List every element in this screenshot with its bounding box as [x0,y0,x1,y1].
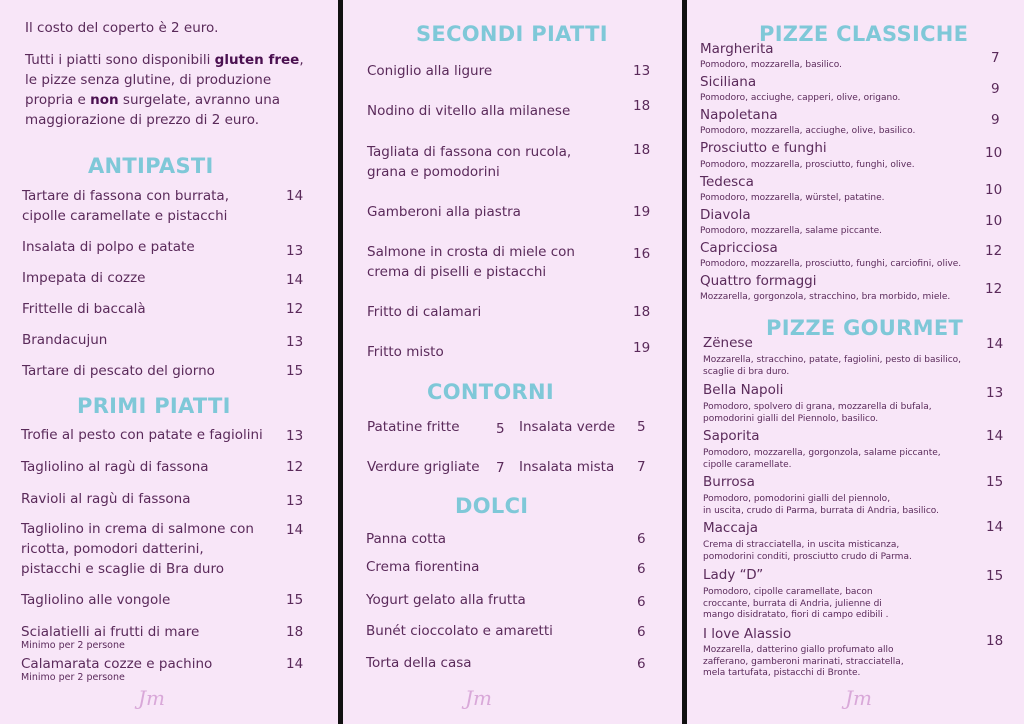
pizza-description: Mozzarella, stracchino, patate, fagiolini, pesto di basilico, scaglie di bra duro. [703,355,962,377]
section-title-contorni: CONTORNI [427,380,554,404]
item-price: 13 [633,63,651,79]
item-note: Minimo per 2 persone [21,672,125,683]
menu-item: Calamarata cozze e pachino [21,656,213,672]
menu-item: Insalata mista [519,459,615,475]
item-price: 14 [286,272,304,288]
section-title-secondi: SECONDI PIATTI [416,22,608,46]
section-title-primi: PRIMI PIATTI [77,394,231,418]
pizza-name: Napoletana [700,107,778,123]
item-price: 5 [496,421,505,437]
menu-item: Scialatielli ai frutti di mare [21,624,200,640]
pizza-description: Pomodoro, mozzarella, würstel, patatine. [700,193,885,203]
pizza-description: Pomodoro, pomodorini gialli del piennolo, in uscita, crudo di Parma, burrata di Andria, basilico. [703,494,940,516]
item-price: 10 [985,213,1003,229]
menu-item: Tagliolino alle vongole [21,592,171,608]
menu-item: Tagliolino in crema di salmone con ricotta, pomodori datterini, pistacchi e scaglie di Bra duro [21,521,254,577]
item-price: 13 [286,243,304,259]
item-price: 10 [985,182,1003,198]
item-price: 14 [986,428,1004,444]
gluten-free-note-line: le pizze senza glutine, di produzione [25,72,272,88]
pizza-description: Pomodoro, acciughe, capperi, olive, origano. [700,93,901,103]
item-price: 15 [286,363,304,379]
menu-item: Tartare di pescato del giorno [22,363,215,379]
menu-item: Panna cotta [366,531,447,547]
menu-item: Impepata di cozze [22,270,146,286]
menu-item: Bunét cioccolato e amaretti [366,623,553,639]
menu-item: Salmone in crosta di miele con crema di piselli e pistacchi [367,244,575,280]
item-price: 18 [286,624,304,640]
item-price: 16 [633,246,651,262]
item-price: 5 [637,419,646,435]
menu-item: Ravioli al ragù di fassona [21,491,191,507]
item-price: 6 [637,624,646,640]
item-price: 12 [985,243,1003,259]
pizza-name: Siciliana [700,74,757,90]
pizza-description: Pomodoro, mozzarella, prosciutto, funghi, carciofini, olive. [700,259,962,269]
menu-item: Yogurt gelato alla frutta [366,592,526,608]
menu-item: Insalata di polpo e patate [22,239,195,255]
section-title-antipasti: ANTIPASTI [88,154,214,178]
item-price: 15 [986,568,1004,584]
pizza-name: Bella Napoli [703,382,784,398]
item-price: 13 [286,428,304,444]
item-price: 14 [986,519,1004,535]
item-price: 15 [286,592,304,608]
gluten-free-note-line: maggiorazione di prezzo di 2 euro. [25,112,260,128]
item-price: 13 [286,493,304,509]
menu-item: Coniglio alla ligure [367,63,493,79]
pizza-name: Maccaja [703,520,759,536]
item-price: 6 [637,531,646,547]
item-price: 14 [286,522,304,538]
item-price: 10 [985,145,1003,161]
menu-item: Tagliolino al ragù di fassona [21,459,209,475]
menu-item: Frittelle di baccalà [22,301,146,317]
item-note: Minimo per 2 persone [21,640,125,651]
pizza-description: Pomodoro, mozzarella, basilico. [700,60,842,70]
item-price: 6 [637,594,646,610]
pizza-description: Pomodoro, mozzarella, acciughe, olive, basilico. [700,126,916,136]
section-title-dolci: DOLCI [455,494,529,518]
item-price: 18 [633,142,651,158]
item-price: 6 [637,656,646,672]
menu-item: Patatine fritte [367,419,460,435]
item-price: 12 [286,459,304,475]
column-divider [682,0,687,724]
pizza-name: Saporita [703,428,760,444]
pizza-description: Pomodoro, mozzarella, prosciutto, funghi, olive. [700,160,915,170]
pizza-name: Tedesca [700,174,754,190]
item-price: 18 [986,633,1004,649]
item-price: 19 [633,204,651,220]
menu-item: Fritto misto [367,344,444,360]
item-price: 18 [633,98,651,114]
pizza-name: Lady “D” [703,567,764,583]
section-title-pizze-gourmet: PIZZE GOURMET [766,316,964,340]
menu-item: Tartare di fassona con burrata, cipolle caramellate e pistacchi [22,188,229,224]
item-price: 12 [985,281,1003,297]
menu-item: Torta della casa [366,655,472,671]
menu-item: Crema fiorentina [366,559,480,575]
pizza-description: Pomodoro, cipolle caramellate, bacon croccante, burrata di Andria, julienne di mango disidratato, fiori di campo edibili . [703,587,889,620]
item-price: 6 [637,561,646,577]
pizza-name: Capricciosa [700,240,778,256]
logo: Jm [465,686,492,710]
item-price: 14 [986,336,1004,352]
item-price: 7 [637,459,646,475]
pizza-name: Burrosa [703,474,755,490]
menu-item: Gamberoni alla piastra [367,204,521,220]
menu-item: Verdure grigliate [367,459,480,475]
logo: Jm [845,686,872,710]
gluten-free-note-line: propria e non surgelate, avranno una [25,92,281,108]
pizza-name: Zënese [703,335,753,351]
item-price: 9 [991,81,1000,97]
item-price: 13 [286,334,304,350]
menu-item: Fritto di calamari [367,304,482,320]
gluten-free-note: Tutti i piatti sono disponibili gluten free, [25,52,304,68]
item-price: 7 [496,460,505,476]
logo: Jm [138,686,165,710]
pizza-description: Pomodoro, spolvero di grana, mozzarella di bufala, pomodorini gialli del Piennolo, basilico. [703,402,932,424]
item-price: 14 [286,656,304,672]
pizza-name: Margherita [700,41,774,57]
item-price: 9 [991,112,1000,128]
menu-item: Trofie al pesto con patate e fagiolini [21,427,263,443]
pizza-description: Pomodoro, mozzarella, gorgonzola, salame piccante, cipolle caramellate. [703,448,941,470]
item-price: 12 [286,301,304,317]
pizza-description: Crema di stracciatella, in uscita misticanza, pomodorini conditi, prosciutto crudo di Parma. [703,540,912,562]
pizza-description: Mozzarella, gorgonzola, stracchino, bra morbido, miele. [700,292,951,302]
item-price: 13 [986,385,1004,401]
pizza-description: Pomodoro, mozzarella, salame piccante. [700,226,882,236]
item-price: 7 [991,50,1000,66]
pizza-name: Prosciutto e funghi [700,140,827,156]
column-divider [338,0,343,724]
item-price: 15 [986,474,1004,490]
pizza-name: I love Alassio [703,626,792,642]
menu-item: Brandacujun [22,332,108,348]
section-title-pizze-classiche: PIZZE CLASSICHE [759,22,969,46]
pizza-description: Mozzarella, datterino giallo profumato allo zafferano, gamberoni marinati, stracciatella, mela tartufata, pistacchi di Bronte. [703,645,904,678]
coperto-note: Il costo del coperto è 2 euro. [25,20,219,36]
pizza-name: Diavola [700,207,751,223]
item-price: 19 [633,340,651,356]
menu-item: Tagliata di fassona con rucola, grana e pomodorini [367,144,572,180]
item-price: 14 [286,188,304,204]
menu-item: Insalata verde [519,419,616,435]
item-price: 18 [633,304,651,320]
pizza-name: Quattro formaggi [700,273,817,289]
menu-item: Nodino di vitello alla milanese [367,103,571,119]
